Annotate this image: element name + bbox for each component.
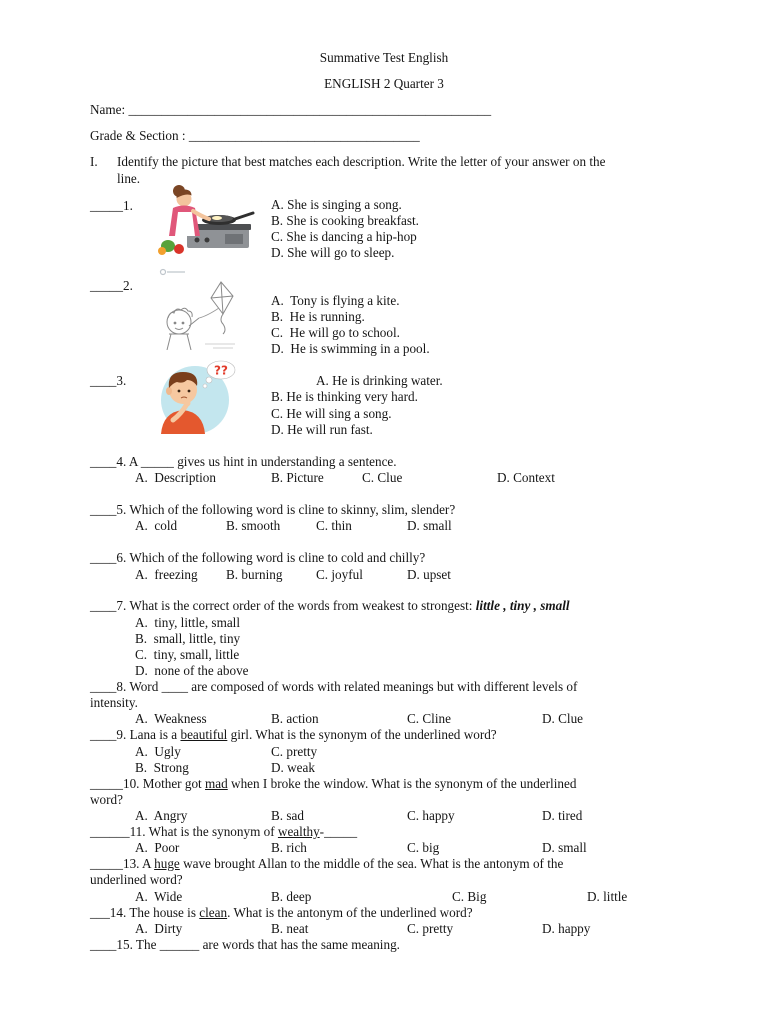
- question-10-option-d: D. tired: [542, 808, 583, 823]
- section-label: Grade & Section :: [90, 128, 189, 143]
- question-9-stem: [90, 727, 497, 743]
- question-7-option-c: C. tiny, small, little: [135, 647, 240, 662]
- name-label: Name:: [90, 102, 129, 117]
- question-8-option-c: C. Cline: [407, 711, 451, 726]
- question-6-option-c: C. joyful: [316, 567, 363, 582]
- item-2-option-d: D. He is swimming in a pool.: [271, 341, 430, 356]
- question-13-option-c: C. Big: [452, 889, 487, 904]
- question-5-stem: ____5. Which of the following word is cline to skinny, slim, slender?: [90, 502, 456, 517]
- question-8-option-a: A. Weakness: [135, 711, 207, 726]
- question-8-option-b: B. action: [271, 711, 319, 726]
- ground-lines: [205, 344, 235, 348]
- question-15-stem: ____15. The ______ are words that has the same meaning.: [90, 937, 400, 952]
- instruction-line-2: line.: [117, 171, 141, 186]
- question-13-pre: _____13. A: [90, 856, 155, 871]
- item-1-option-d: D. She will go to sleep.: [271, 245, 395, 260]
- question-13-post: wave brought Allan to the middle of the sea. What is the antonym of the: [179, 856, 564, 871]
- question-13-stem-cont: underlined word?: [90, 872, 183, 887]
- section-numeral: I.: [90, 154, 98, 169]
- question-13-option-b: B. deep: [271, 889, 312, 904]
- question-10-option-a: A. Angry: [135, 808, 188, 823]
- question-4-option-c: C. Clue: [362, 470, 403, 485]
- question-14-option-d: D. happy: [542, 921, 591, 936]
- item-2-option-a: A. Tony is flying a kite.: [271, 293, 400, 308]
- question-7-emphasis: little , tiny , small: [475, 598, 570, 613]
- question-7-text: ____7. What is the correct order of the words from weakest to strongest:: [90, 598, 476, 613]
- question-4-stem: ____4. A _____ gives us hint in understanding a sentence.: [90, 454, 397, 469]
- question-marks: ??: [214, 363, 228, 378]
- question-9-option-c: C. pretty: [271, 744, 318, 759]
- question-9-option-d: D. weak: [271, 760, 315, 775]
- question-14-underlined-word: clean: [199, 905, 228, 920]
- question-13-option-d: D. little: [587, 889, 628, 904]
- item-1-blank: _____1.: [90, 198, 133, 213]
- question-6-option-a: A. freezing: [135, 567, 198, 582]
- question-11-option-b: B. rich: [271, 840, 307, 855]
- question-9-pre: ____9. Lana is a: [90, 727, 181, 742]
- item-2-option-c: C. He will go to school.: [271, 325, 400, 340]
- boy-figure: [167, 308, 199, 350]
- question-13-underlined-word: huge: [154, 856, 180, 871]
- question-11-underlined-word: wealthy: [277, 824, 320, 839]
- question-14-stem: [90, 905, 473, 921]
- question-8-option-d: D. Clue: [542, 711, 584, 726]
- question-5-option-a: A. cold: [135, 518, 178, 533]
- item-1-option-b: B. She is cooking breakfast.: [271, 213, 419, 228]
- question-5-option-d: D. small: [407, 518, 452, 533]
- item-3-option-a: A. He is drinking water.: [316, 373, 443, 388]
- question-9-post: girl. What is the synonym of the underlined word?: [227, 727, 497, 742]
- instruction-line-1: Identify the picture that best matches each description. Write the letter of your answer on the: [117, 154, 606, 169]
- question-5-option-c: C. thin: [316, 518, 352, 533]
- question-14-option-c: C. pretty: [407, 921, 454, 936]
- question-13-stem: [90, 856, 563, 872]
- item-1-option-a: A. She is singing a song.: [271, 197, 402, 212]
- question-7-option-d: D. none of the above: [135, 663, 249, 678]
- question-10-option-b: B. sad: [271, 808, 304, 823]
- question-11-pre: ______11. What is the synonym of: [90, 824, 278, 839]
- kite: [211, 282, 233, 334]
- question-4-option-d: D. Context: [497, 470, 555, 485]
- question-9-option-a: A. Ugly: [135, 744, 181, 759]
- item-3-option-b: B. He is thinking very hard.: [271, 389, 418, 404]
- boy-thinking-picture: [149, 360, 241, 434]
- question-8-stem: ____8. Word ____ are composed of words with related meanings but with different levels of: [90, 679, 578, 694]
- question-10-option-c: C. happy: [407, 808, 455, 823]
- item-2-blank: _____2.: [90, 278, 133, 293]
- question-11-post: -_____: [319, 824, 358, 839]
- question-14-option-b: B. neat: [271, 921, 309, 936]
- question-11-stem: [90, 824, 357, 840]
- test-title: Summative Test English: [319, 50, 449, 65]
- item-3-blank: ____3.: [90, 373, 127, 388]
- question-14-option-a: A. Dirty: [135, 921, 183, 936]
- question-10-stem-cont: word?: [90, 792, 123, 807]
- question-10-stem: [90, 776, 576, 792]
- question-6-stem: ____6. Which of the following word is cline to cold and chilly?: [90, 550, 426, 565]
- item-3-option-d: D. He will run fast.: [271, 422, 373, 437]
- question-10-post: when I broke the window. What is the synonym of the underlined: [227, 776, 577, 791]
- boy-kite-picture: [157, 268, 255, 350]
- question-9-underlined-word: beautiful: [180, 727, 228, 742]
- question-6-option-b: B. burning: [226, 567, 283, 582]
- item-3-option-c: C. He will sing a song.: [271, 406, 392, 421]
- question-7-option-a: A. tiny, little, small: [135, 615, 241, 630]
- question-10-pre: _____10. Mother got: [90, 776, 206, 791]
- section-blank: ___________________________________: [188, 128, 420, 143]
- question-8-stem-cont: intensity.: [90, 695, 138, 710]
- question-10-underlined-word: mad: [205, 776, 228, 791]
- question-6-option-d: D. upset: [407, 567, 451, 582]
- question-5-option-b: B. smooth: [226, 518, 281, 533]
- name-blank: _______________________________________________________: [128, 102, 492, 117]
- source-mark: [161, 270, 186, 275]
- item-2-option-b: B. He is running.: [271, 309, 365, 324]
- vegetables: [158, 240, 184, 255]
- question-13-option-a: A. Wide: [135, 889, 183, 904]
- item-1-option-c: C. She is dancing a hip-hop: [271, 229, 417, 244]
- cooking-woman-picture: [157, 184, 255, 256]
- name-line: [90, 102, 491, 118]
- question-11-option-a: A. Poor: [135, 840, 180, 855]
- question-14-post: . What is the antonym of the underlined word?: [227, 905, 473, 920]
- test-subtitle: ENGLISH 2 Quarter 3: [324, 76, 444, 91]
- question-4-option-a: A. Description: [135, 470, 216, 485]
- question-9-option-b: B. Strong: [135, 760, 189, 775]
- section-line: [90, 128, 420, 144]
- question-4-option-b: B. Picture: [271, 470, 324, 485]
- question-7-option-b: B. small, little, tiny: [135, 631, 241, 646]
- question-14-pre: ___14. The house is: [90, 905, 200, 920]
- question-7-stem: [90, 598, 570, 614]
- kite-string: [199, 308, 219, 318]
- question-11-option-d: D. small: [542, 840, 587, 855]
- question-11-option-c: C. big: [407, 840, 440, 855]
